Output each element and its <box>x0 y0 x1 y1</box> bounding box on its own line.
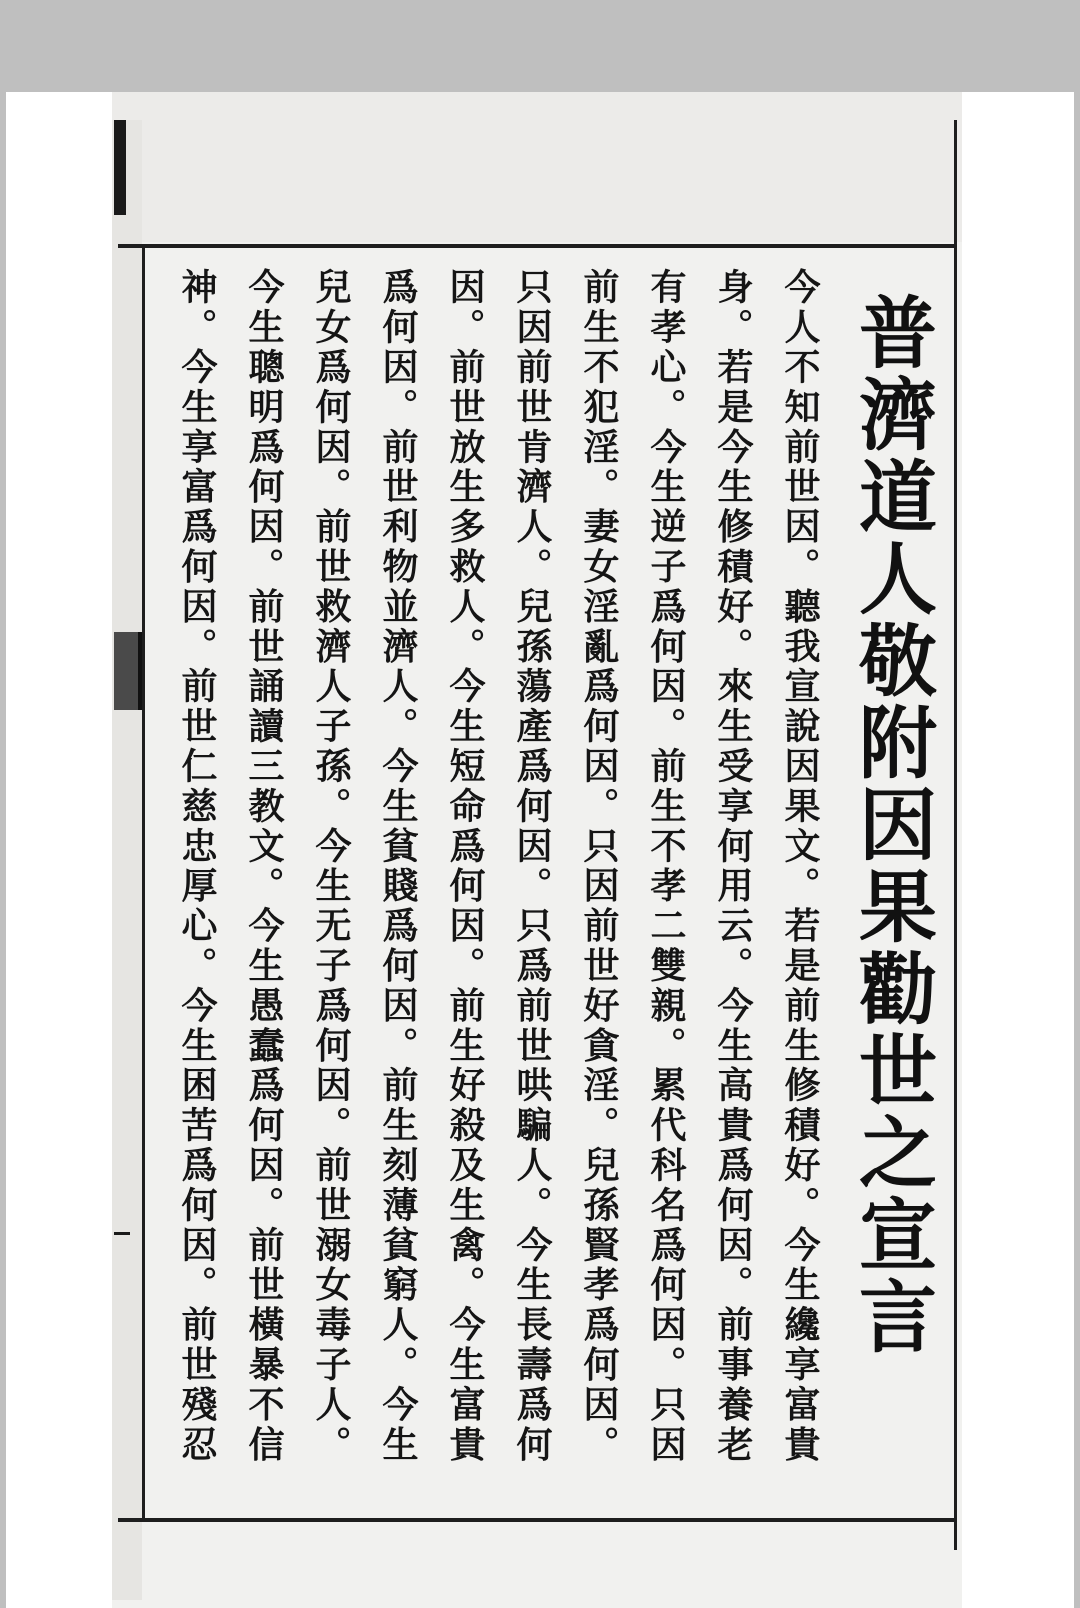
text-column-4: 前生不犯淫。妻女淫亂爲何因。只因前世好貪淫。兒孫賢孝爲何因。 <box>578 268 620 1465</box>
text-column-3: 有孝心。今生逆子爲何因。前生不孝二雙親。累代科名爲何因。只因 <box>645 268 687 1465</box>
text-column-9: 今生聰明爲何因。前世誦讀三教文。今生愚蠢爲何因。前世橫暴不信 <box>243 268 285 1465</box>
page-spine <box>112 120 142 1600</box>
spine-mark <box>114 120 126 215</box>
frame-top-line <box>118 244 956 248</box>
text-column-2: 身。若是今生修積好。來生受享何用云。今生高貴爲何因。前事養老 <box>712 268 754 1465</box>
spine-mark <box>114 1232 130 1235</box>
text-column-1: 今人不知前世因。聽我宣說因果文。若是前生修積好。今生纔享富貴 <box>779 268 821 1465</box>
text-column-7: 爲何因。前世利物並濟人。今生貧賤爲何因。前生刻薄貧窮人。今生 <box>377 268 419 1465</box>
text-column-5: 只因前世肯濟人。兒孫蕩產爲何因。只爲前世哄騙人。今生長壽爲何 <box>511 268 553 1465</box>
frame-bottom-line <box>118 1518 956 1522</box>
spine-fish-tail-mark <box>114 632 142 710</box>
text-column-8: 兒女爲何因。前世救濟人子孫。今生无子爲何因。前世溺女毒子人。 <box>310 268 352 1465</box>
text-column-6: 因。前世放生多救人。今生短命爲何因。前生好殺及生禽。今生富貴 <box>444 268 486 1465</box>
document-title: 普濟道人敬附因果勸世之宣言 <box>846 292 937 1358</box>
text-column-10: 神。今生享富爲何因。前世仁慈忠厚心。今生困苦爲何因。前世殘忍 <box>176 268 218 1465</box>
frame-right-line <box>954 120 957 1550</box>
frame-left-line <box>142 244 145 1522</box>
page-top-margin <box>112 92 962 242</box>
